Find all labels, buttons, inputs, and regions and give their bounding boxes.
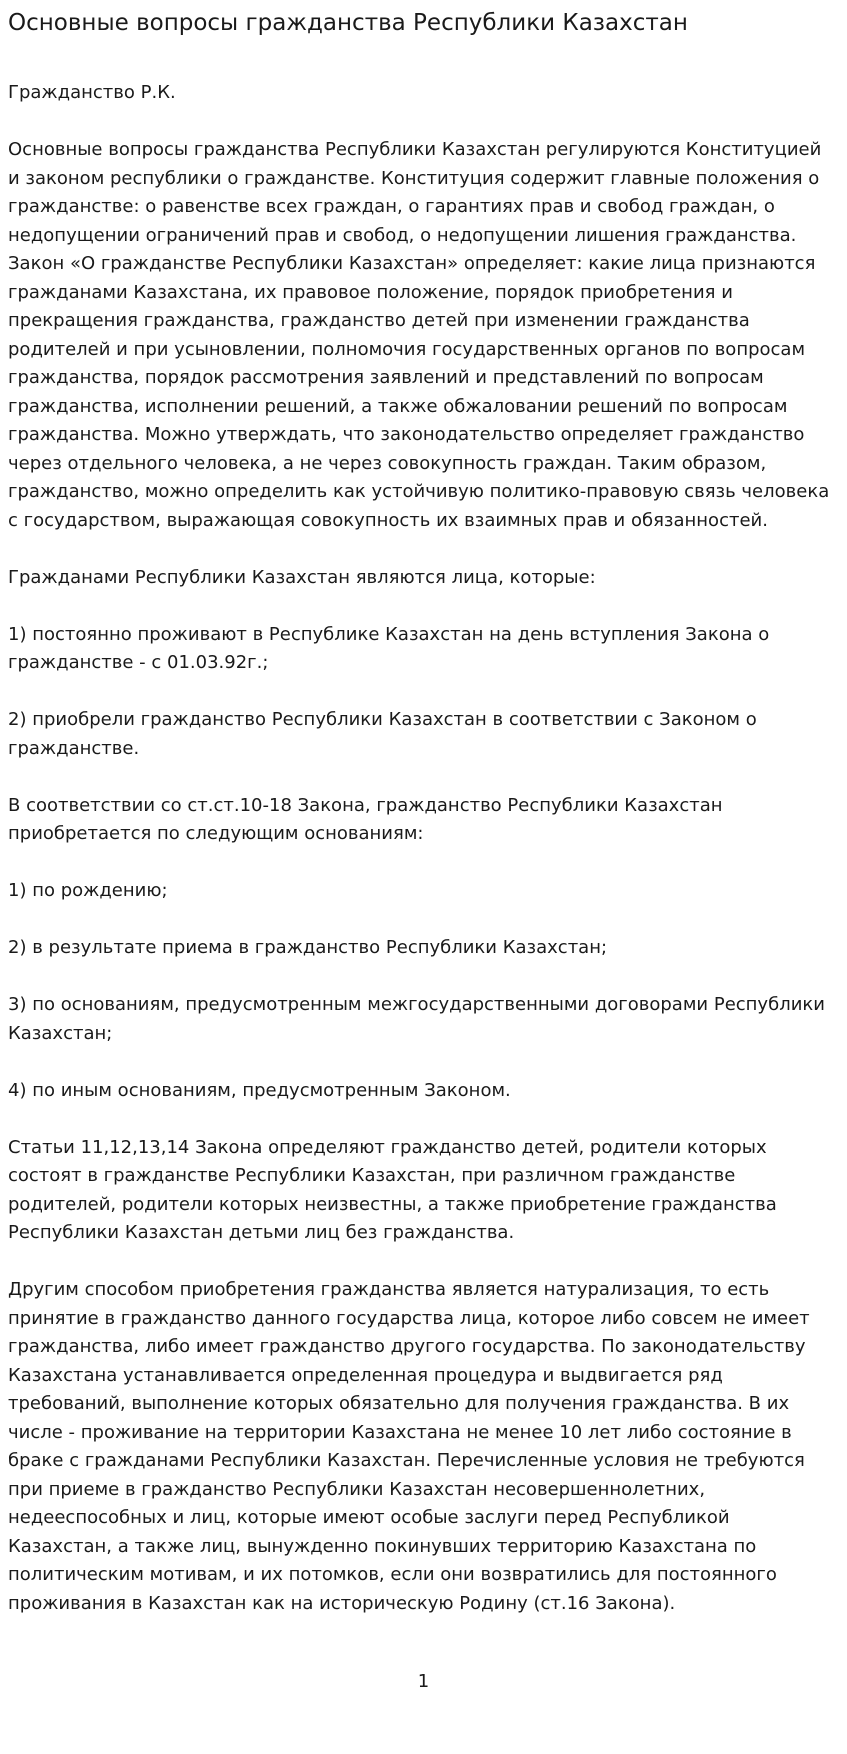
page-number: 1 [417,1671,430,1692]
list-item-grounds-2: 2) в результате приема в гражданство Республики Казахстан; [8,937,608,958]
list-item-grounds-4: 4) по иным основаниям, предусмотренным Законом. [8,1079,511,1101]
list-item-grounds-3: 3) по основаниям, предусмотренным межгосударственными договорами Республики Казахстан; [8,994,825,1044]
paragraph-intro: Основные вопросы гражданства Республики Казахстан регулируются Конституцией и законом республики о гражданстве. Конституция содержит главные положения о гражданстве: о равенстве всех граждан, о гарантиях прав и свобод граждан, о недопущении ограничений прав и свобод, о недопущении лишения гражданства. Закон «О гражданстве Республики Казахстан» определяет: какие лица признаются гражданами Казахстана, их правовое положение, порядок приобретения и прекращения гражданства, гражданство детей при изменении гражданства родителей и при усыновлении, полномочия государственных органов по вопросам гражданства, порядок рассмотрения заявлений и представлений по вопросам гражданства, исполнении решений, а также обжаловании решений по вопросам гражданства. Можно утверждать, что законодательство определяет гражданство через отдельного человека, а не через совокупность граждан. Таким образом, гражданство, можно определить как устойчивую политико-правовую связь человека с государством, выражающая совокупность их взаимных прав и обязанностей. [8,139,830,531]
paragraph-grounds-lead: В соответствии со ст.ст.10-18 Закона, гражданство Республики Казахстан приобретается по следующим основаниям: [8,794,723,844]
document-page [8,0,838,1618]
page-title: Основные вопросы гражданства Республики Казахстан [8,10,688,36]
list-item-grounds-1: 1) по рождению; [8,880,168,901]
paragraph-subtitle: Гражданство Р.К. [8,82,176,103]
document-body [8,79,838,1618]
paragraph-citizens-lead: Гражданами Республики Казахстан являются лица, которые: [8,566,596,588]
paragraph-naturalization: Другим способом приобретения гражданства является натурализация, то есть принятие в гражданство данного государства лица, которое либо совсем не имеет гражданства, либо имеет гражданство другого государства. По законодательству Казахстана устанавливается определенная процедура и выдвигается ряд требований, выполнение которых обязательно для получения гражданства. В их числе - проживание на территории Казахстана не менее 10 лет либо состояние в браке с гражданами Республики Казахстан. Перечисленные условия не требуются при приеме в гражданство Республики Казахстан несовершеннолетних, недееспособных и лиц, которые имеют особые заслуги перед Республикой Казахстан, а также лиц, вынужденно покинувших территорию Казахстана по политическим мотивам, и их потомков, если они возвратились для постоянного проживания в Казахстан как на историческую Родину (ст.16 Закона). [8,1279,810,1614]
list-item-citizens-2: 2) приобрели гражданство Республики Казахстан в соответствии с Законом о гражданстве. [8,709,757,759]
list-item-citizens-1: 1) постоянно проживают в Республике Казахстан на день вступления Закона о гражданстве - с 01.03.92г.; [8,623,770,673]
paragraph-children-citizenship: Статьи 11,12,13,14 Закона определяют гражданство детей, родители которых состоят в гражданстве Республики Казахстан, при различном гражданстве родителей, родители которых неизвестны, а также приобретение гражданства Республики Казахстан детьми лиц без гражданства. [8,1136,777,1243]
